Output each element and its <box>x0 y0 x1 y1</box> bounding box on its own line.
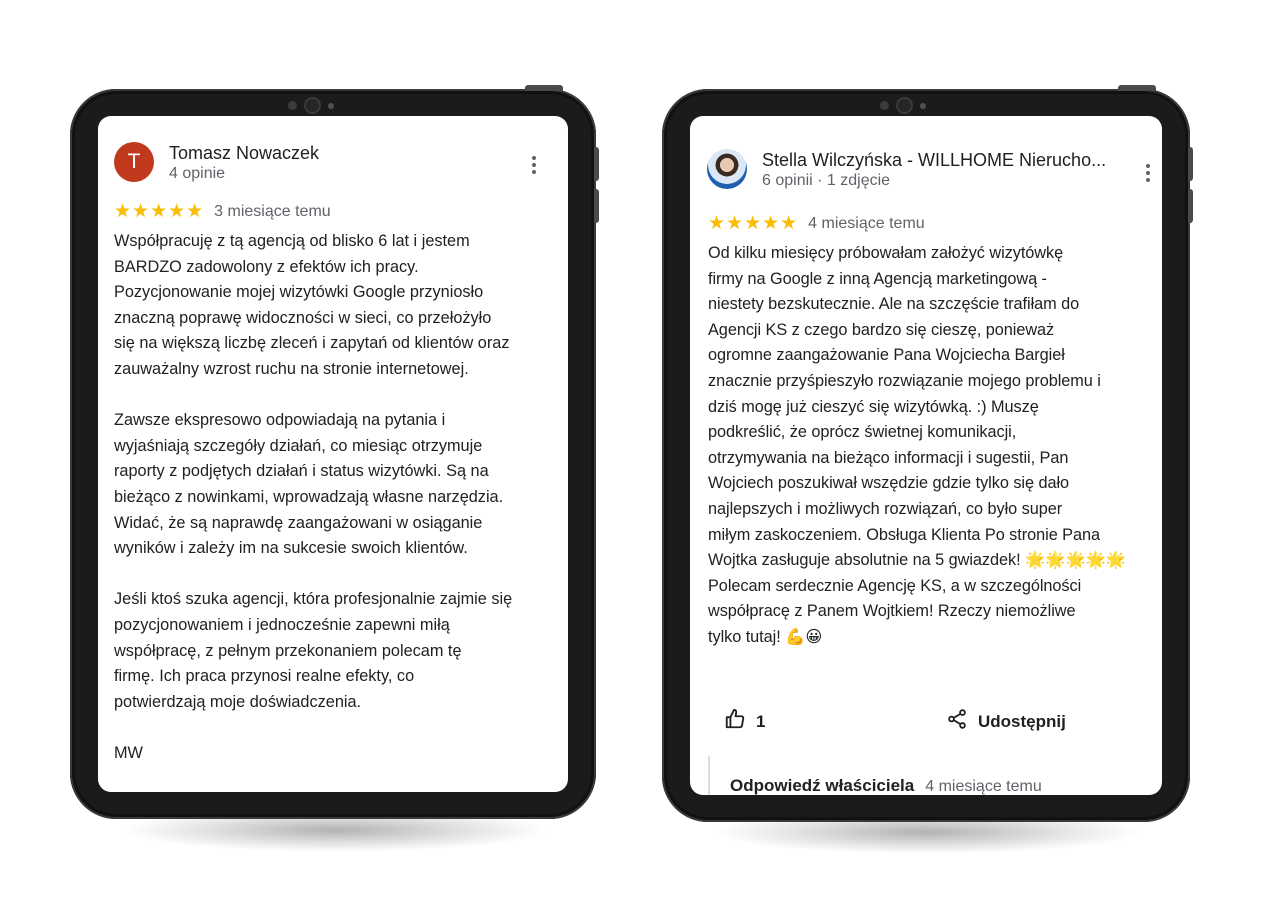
review-date: 3 miesiące temu <box>214 202 331 220</box>
star-rating: ★★★★★ <box>708 213 799 234</box>
avatar[interactable]: T <box>114 142 154 182</box>
reviewer-review-count: 6 opinii · 1 zdjęcie <box>762 172 891 189</box>
share-label: Udostępnij <box>978 711 1066 731</box>
owner-reply-date: 4 miesiące temu <box>925 778 1042 795</box>
reviewer-review-count: 4 opinie <box>169 165 226 182</box>
reviewer-name[interactable]: Tomasz Nowaczek <box>169 143 320 163</box>
star-rating: ★★★★★ <box>114 201 205 222</box>
thumb-up-icon <box>724 708 746 735</box>
tablet-power-button <box>525 85 563 91</box>
tablet-volume-button <box>594 147 599 181</box>
review-card-right <box>690 116 1162 795</box>
tablet-camera <box>288 99 334 112</box>
tablet-right <box>662 89 1190 822</box>
like-button[interactable] <box>724 708 765 735</box>
review-date: 4 miesiące temu <box>808 214 925 232</box>
avatar[interactable] <box>707 149 747 189</box>
share-icon <box>946 708 968 735</box>
share-button[interactable] <box>946 708 1066 735</box>
review-card-left <box>98 116 568 792</box>
tablet-left <box>70 89 596 819</box>
tablet-camera <box>880 99 926 112</box>
owner-reply <box>708 756 1042 795</box>
tablet-power-button <box>1118 85 1156 91</box>
tablet-volume-button <box>1188 189 1193 223</box>
review-text: Od kilku miesięcy próbowałam założyć wizytówkę firmy na Google z inną Agencją marketingową - niestety bezskutecznie. Ale na szczęście trafiłam do Agencji KS z czego bardzo się cieszę, ponieważ ogromne zaangażowanie Pana Wojciecha Bargieł znacznie przyśpieszyło rozwiązanie mojego problemu i dziś mogę już cieszyć się wizytówką. :) Muszę podkreślić, że oprócz świetnej komunikacji, otrzymywania na bieżąco informacji i sugestii, Pan Wojciech poszukiwał wszędzie gdzie tylko się dało najlepszych i możliwych rozwiązań, co było super miłym zaskoczeniem. Obsługa Klienta Po stronie Pana Wojtka zasługuje absolutnie na 5 gwiazdek! 🌟🌟🌟🌟🌟 Polecam serdecznie Agencję KS, a w szczególności współpracę z Panem Wojtkiem! Rzeczy niemożliwe tylko tutaj! 💪😀 <box>708 244 1127 646</box>
owner-reply-label: Odpowiedź właściciela <box>730 776 915 795</box>
review-text: Współpracuję z tą agencją od blisko 6 lat i jestem BARDZO zadowolony z efektów ich pracy. Pozycjonowanie mojej wizytówki Google przyniosło znaczną poprawę widoczności w sieci, co przełożyło się na większą liczbę zleceń i zapytań od klientów oraz zauważalny wzrost ruchu na stronie internetowej. Zawsze ekspresowo odpowiadają na pytania i wyjaśniają szczegóły działań, co miesiąc otrzymuje raporty z podjętych działań i status wizytówki. Są na bieżąco z nowinkami, wprowadzają własne narzędzia. Widać, że są naprawdę zaangażowani w osiąganie wyników i zależy im na sukcesie swoich klientów. Jeśli ktoś szuka agencji, która profesjonalnie zajmie się pozycjonowaniem i jednocześnie zapewni miłą współpracę, z pełnym przekonaniem polecam tę firmę. Ich praca przynosi realne efekty, co potwierdzają moje doświadczenia. MW <box>114 232 513 762</box>
more-options-icon[interactable] <box>532 156 536 174</box>
more-options-icon[interactable] <box>1146 164 1150 182</box>
reviewer-name[interactable]: Stella Wilczyńska - WILLHOME Nierucho... <box>762 150 1107 170</box>
tablet-volume-button <box>1188 147 1193 181</box>
tablet-volume-button <box>594 189 599 223</box>
like-count: 1 <box>756 711 766 731</box>
